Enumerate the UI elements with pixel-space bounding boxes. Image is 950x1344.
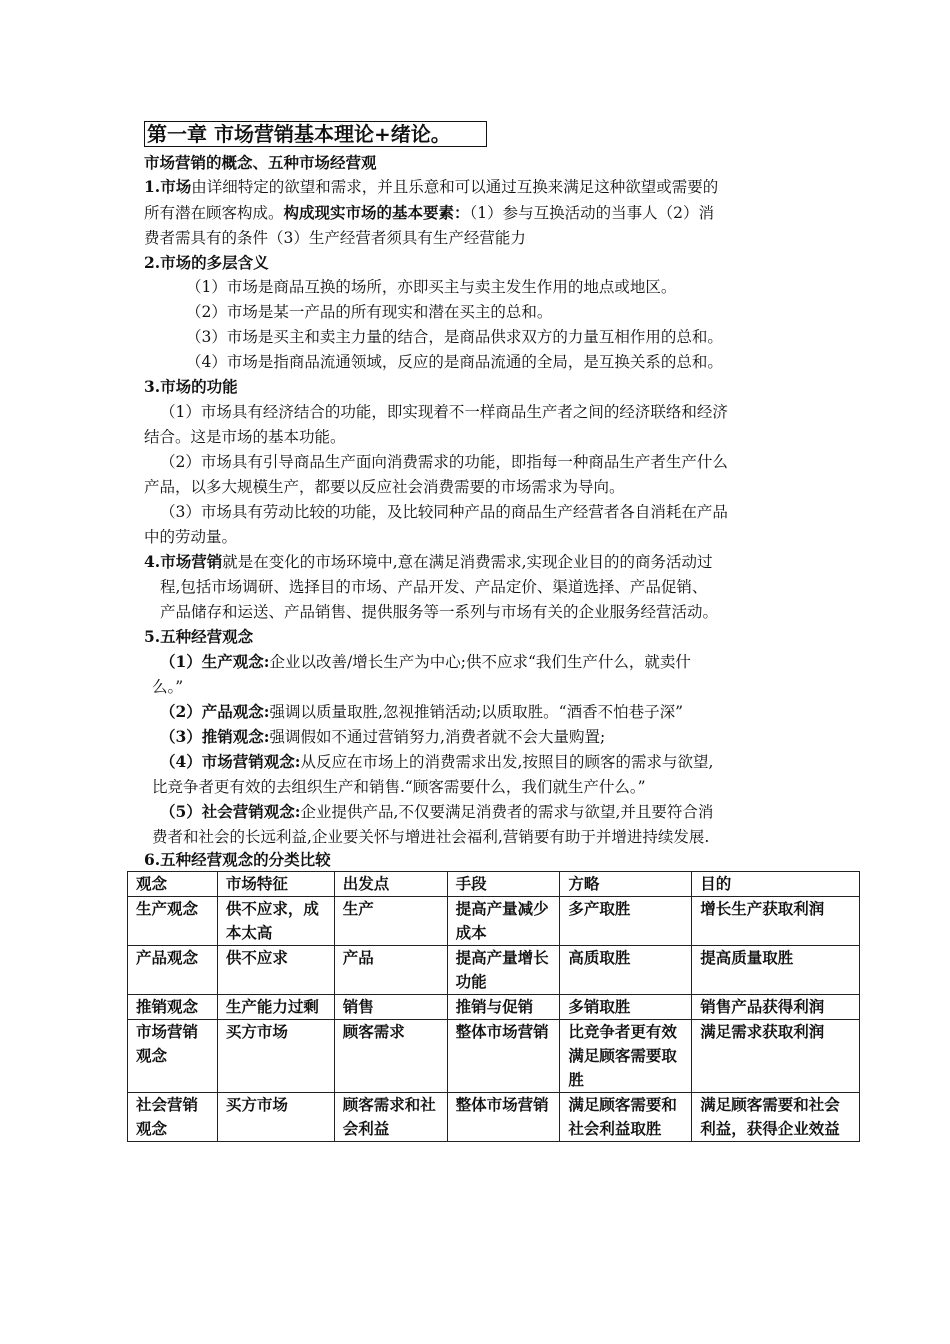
s6-heading: 6.五种经营观念的分类比较 [144, 850, 331, 869]
s1-line-2-a: 所有潜在顾客构成。 [144, 204, 284, 222]
table-cell: 供不应求 [217, 946, 334, 995]
table-cell: 满足需求获取利润 [692, 1020, 860, 1093]
table-cell: 生产 [334, 897, 447, 946]
table-cell: 生产观念 [128, 897, 218, 946]
s5-concept-2 [160, 702, 683, 722]
table-header-row [128, 872, 860, 897]
s2-item: （1）市场是商品互换的场所，亦即买主与卖主发生作用的地点或地区。 [186, 278, 677, 296]
table-cell: 提高质量取胜 [692, 946, 860, 995]
s3-heading: 3.市场的功能 [144, 377, 238, 396]
s2-item: （3）市场是买主和卖主力量的结合，是商品供求双方的力量互相作用的总和。 [186, 328, 723, 346]
table-cell: 提高产量增长功能 [447, 946, 560, 995]
table-cell: 满足顾客需要和社会利益取胜 [560, 1093, 692, 1142]
s3-line: 产品，以多大规模生产，都要以反应社会消费需要的市场需求为导向。 [144, 478, 625, 496]
table-row [128, 1020, 860, 1093]
table-cell: 产品 [334, 946, 447, 995]
s5-p1-cont: 么。” [152, 678, 184, 696]
s1-line-1 [144, 177, 718, 197]
s2-item: （4）市场是指商品流通领域，反应的是商品流通的全局，是互换关系的总和。 [186, 353, 723, 371]
s3-line: （1）市场具有经济结合的功能，即实现着不一样商品生产者之间的经济联络和经济 [160, 403, 728, 421]
s5-p2-num: （2） [160, 702, 202, 721]
s1-line-2 [144, 203, 714, 223]
section-subtitle: 市场营销的概念、五种市场经营观 [144, 153, 377, 172]
table-header-cell: 手段 [447, 872, 560, 897]
table-cell: 顾客需求 [334, 1020, 447, 1093]
s2-item: （2）市场是某一产品的所有现实和潜在买主的总和。 [186, 303, 553, 321]
comparison-table [127, 871, 860, 1142]
s5-p1-num: （1） [160, 652, 202, 671]
table-row [128, 995, 860, 1020]
table-cell: 销售产品获得利润 [692, 995, 860, 1020]
s5-p4-term: 市场营销观念: [201, 752, 301, 771]
table-cell: 增长生产获取利润 [692, 897, 860, 946]
s2-heading: 2.市场的多层含义 [144, 253, 269, 272]
table-row [128, 897, 860, 946]
s1-line-1-text: 由详细特定的欲望和需求，并且乐意和可以通过互换来满足这种欲望或需要的 [191, 178, 719, 196]
table-header-cell: 观念 [128, 872, 218, 897]
table-cell: 推销观念 [128, 995, 218, 1020]
s5-concept-4 [160, 752, 713, 772]
s5-p3-num: （3） [160, 727, 202, 746]
table-cell: 整体市场营销 [447, 1020, 560, 1093]
s5-p2-term: 产品观念: [201, 702, 270, 721]
table-cell: 生产能力过剩 [217, 995, 334, 1020]
chapter-title: 第一章 市场营销基本理论+绪论。 [144, 121, 487, 147]
s5-concept-3 [160, 727, 605, 747]
table-header-cell: 目的 [692, 872, 860, 897]
table-cell: 高质取胜 [560, 946, 692, 995]
s5-p5-term: 社会营销观念: [201, 802, 301, 821]
table-cell: 销售 [334, 995, 447, 1020]
table-header-cell: 方略 [560, 872, 692, 897]
s5-concept-5 [160, 802, 713, 822]
s5-concept-1 [160, 652, 691, 672]
table-header-cell: 市场特征 [217, 872, 334, 897]
table-cell: 买方市场 [217, 1093, 334, 1142]
table-cell: 社会营销观念 [128, 1093, 218, 1142]
s5-p3-text: 强调假如不通过营销努力,消费者就不会大量购置; [269, 728, 606, 746]
s4-line-1-text: 就是在变化的市场环境中,意在满足消费需求,实现企业目的的商务活动过 [222, 553, 713, 571]
table-cell: 多销取胜 [560, 995, 692, 1020]
table-row [128, 1093, 860, 1142]
s3-line: （2）市场具有引导商品生产面向消费需求的功能，即指每一种商品生产者生产什么 [160, 453, 728, 471]
s5-p2-text: 强调以质量取胜,忽视推销活动;以质取胜。“酒香不怕巷子深” [269, 703, 684, 721]
s5-p4-text: 从反应在市场上的消费需求出发,按照目的顾客的需求与欲望, [300, 753, 714, 771]
s4-num: 4. [144, 552, 161, 571]
table-cell: 满足顾客需要和社会利益，获得企业效益 [692, 1093, 860, 1142]
s5-p1-term: 生产观念: [201, 652, 270, 671]
s5-p4-cont: 比竞争者更有效的去组织生产和销售.“顾客需要什么，我们就生产什么。” [152, 778, 646, 796]
table-header-cell: 出发点 [334, 872, 447, 897]
s1-elements-label: 构成现实市场的基本要素： [283, 203, 470, 222]
s5-p1-text: 企业以改善/增长生产为中心;供不应求“我们生产什么，就卖什 [269, 653, 691, 671]
s4-term: 市场营销 [160, 552, 223, 571]
s4-line-1 [144, 552, 713, 572]
table-cell: 买方市场 [217, 1020, 334, 1093]
s1-num: 1. [144, 177, 161, 196]
s5-heading: 5.五种经营观念 [144, 627, 254, 646]
s1-line-3: 费者需具有的条件（3）生产经营者须具有生产经营能力 [144, 229, 526, 247]
s4-line-3: 产品储存和运送、产品销售、提供服务等一系列与市场有关的企业服务经营活动。 [160, 603, 719, 621]
table-cell: 提高产量减少成本 [447, 897, 560, 946]
s5-p3-term: 推销观念: [201, 727, 270, 746]
table-cell: 多产取胜 [560, 897, 692, 946]
table-cell: 比竞争者更有效满足顾客需要取胜 [560, 1020, 692, 1093]
s5-p5-text: 企业提供产品,不仅要满足消费者的需求与欲望,并且要符合消 [300, 803, 714, 821]
table-cell: 顾客需求和社会利益 [334, 1093, 447, 1142]
s5-p5-cont: 费者和社会的长远利益,企业要关怀与增进社会福利,营销要有助于并增进持续发展. [152, 828, 710, 846]
s3-line: 结合。这是市场的基本功能。 [144, 428, 346, 446]
s3-line: （3）市场具有劳动比较的功能，及比较同种产品的商品生产经营者各自消耗在产品 [160, 503, 728, 521]
table-cell: 推销与促销 [447, 995, 560, 1020]
table-row [128, 946, 860, 995]
s4-line-2: 程,包括市场调研、选择目的市场、产品开发、产品定价、渠道选择、产品促销、 [160, 578, 708, 596]
s1-term: 市场 [160, 177, 192, 196]
table-cell: 产品观念 [128, 946, 218, 995]
s5-p4-num: （4） [160, 752, 202, 771]
s5-p5-num: （5） [160, 802, 202, 821]
s3-line: 中的劳动量。 [144, 528, 238, 546]
table-cell: 整体市场营销 [447, 1093, 560, 1142]
table-cell: 市场营销观念 [128, 1020, 218, 1093]
table-cell: 供不应求，成本太高 [217, 897, 334, 946]
s1-line-2-c: （1）参与互换活动的当事人（2）消 [469, 204, 715, 222]
